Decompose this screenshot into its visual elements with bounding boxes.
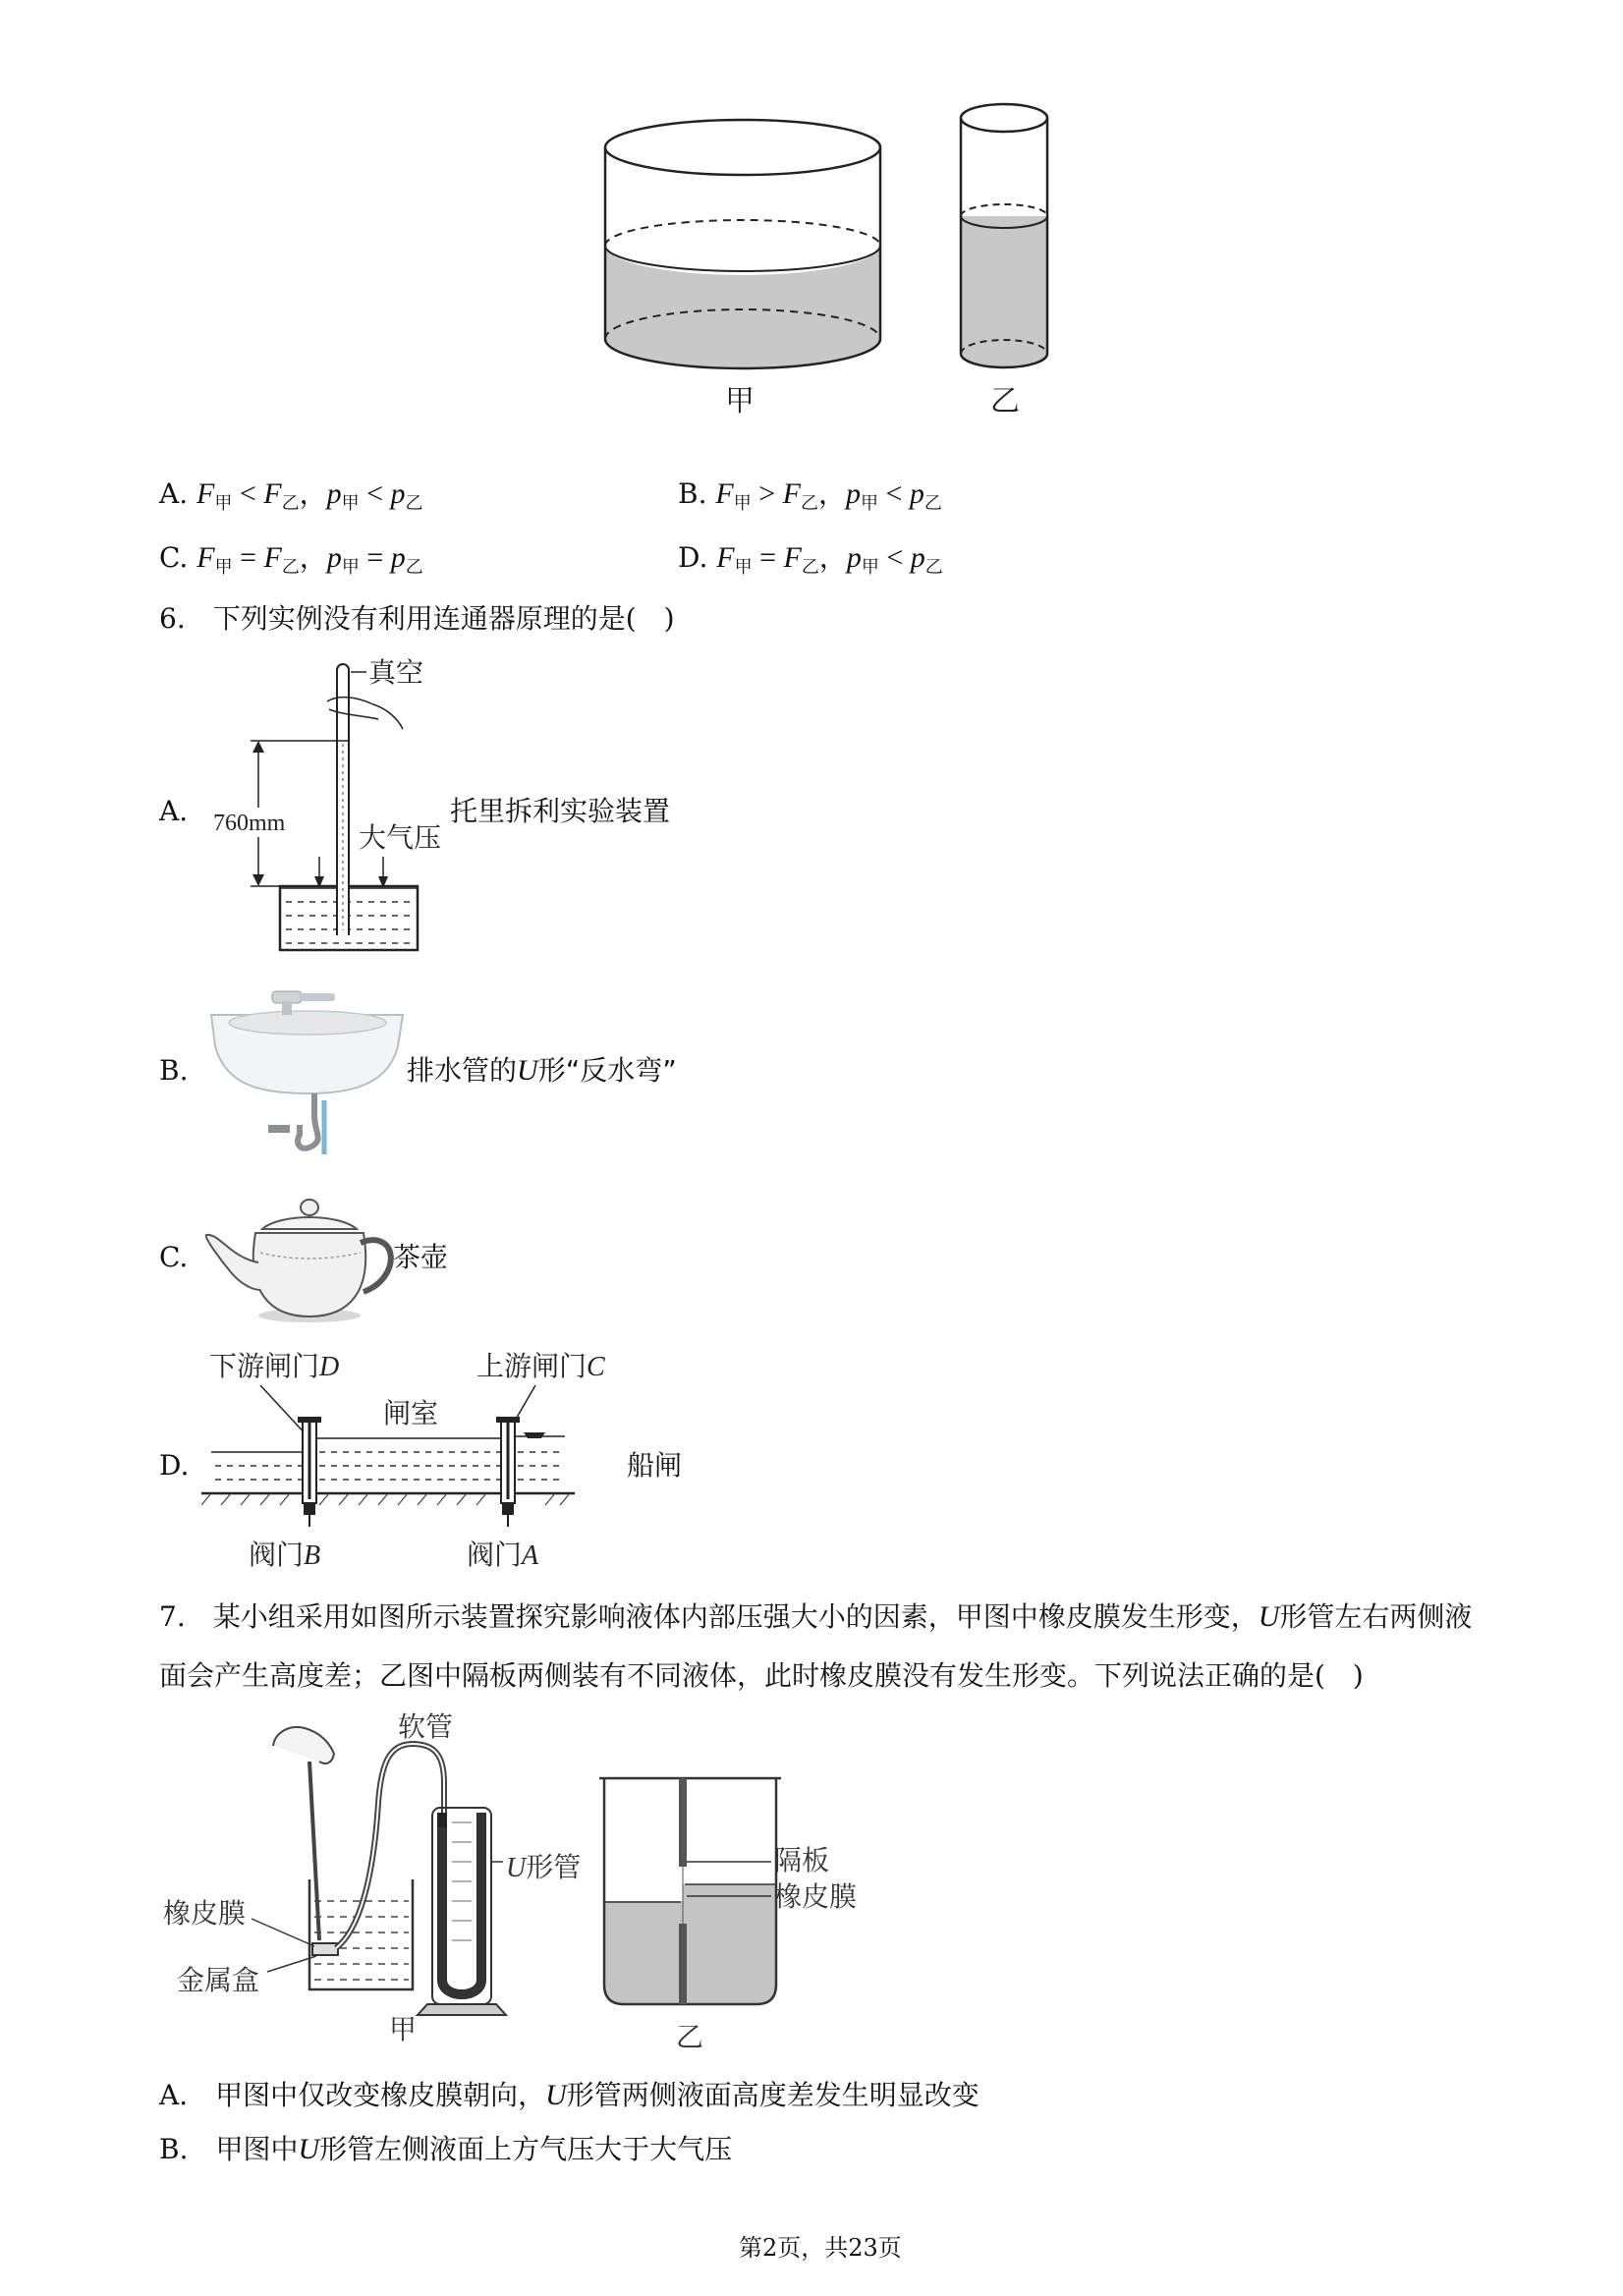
q7-stem-u: U bbox=[1258, 1600, 1280, 1633]
partition-label: 隔板 bbox=[774, 1844, 830, 1876]
q5-F-jia: $F_甲$ bbox=[715, 477, 752, 513]
valve-a-label: 阀门A bbox=[467, 1539, 539, 1571]
q7-stem-line1 bbox=[159, 1599, 1472, 1635]
upper-gate-label: 上游闸门C bbox=[476, 1350, 605, 1382]
q6-option-c-letter: C. bbox=[159, 1241, 189, 1273]
q5-p-jia: $p_甲$ bbox=[846, 541, 879, 577]
q7-option-a bbox=[159, 2078, 979, 2113]
soft-tube-label: 软管 bbox=[398, 1710, 454, 1743]
metal-box-label: 金属盒 bbox=[177, 1964, 260, 1996]
q5-comma: ， bbox=[299, 477, 327, 510]
torricelli-figure bbox=[201, 650, 467, 955]
q6-b-caption-u: U bbox=[517, 1054, 538, 1087]
q5-p-jia: $p_甲$ bbox=[845, 477, 878, 513]
q7-a-pre: A. 甲图中仅改变橡皮膜朝向， bbox=[159, 2079, 546, 2111]
q7-figure-yi bbox=[589, 1768, 914, 2053]
q5-containers-figure bbox=[589, 98, 1081, 432]
q5-p-jia: $p_甲$ bbox=[326, 477, 360, 513]
q5-f-relation: > bbox=[758, 477, 776, 510]
q6-stem: 6. 下列实例没有利用连通器原理的是( ) bbox=[159, 602, 675, 635]
label-jia: 甲 bbox=[725, 384, 755, 419]
q5-p-yi: $p_乙$ bbox=[390, 541, 423, 577]
q5-comma: ， bbox=[817, 477, 846, 510]
q6-option-b-caption bbox=[407, 1049, 677, 1089]
air-pressure-label: 大气压 bbox=[359, 821, 442, 854]
q5-option-a bbox=[159, 476, 423, 521]
q7-a-u: U bbox=[545, 2079, 567, 2111]
q5-option-letter: B. bbox=[678, 477, 707, 510]
q7-stem-part1: 7. 某小组采用如图所示装置探究影响液体内部压强大小的因素，甲图中橡皮膜发生形变， bbox=[159, 1600, 1259, 1633]
q7-a-post: 形管两侧液面高度差发生明显改变 bbox=[566, 2079, 979, 2111]
q7-b-post: 形管左侧液面上方气压大于大气压 bbox=[319, 2133, 733, 2165]
q5-option-d bbox=[678, 540, 943, 585]
q6-option-d-caption: 船闸 bbox=[627, 1449, 683, 1482]
q6-option-b-letter: B. bbox=[159, 1054, 189, 1087]
q5-option-c bbox=[159, 540, 423, 585]
q5-f-relation: < bbox=[239, 477, 256, 510]
figure-yi-label: 乙 bbox=[676, 2021, 704, 2053]
height-label: 760mm bbox=[213, 811, 286, 836]
q5-p-yi: $p_乙$ bbox=[909, 477, 942, 513]
container-yi bbox=[961, 104, 1047, 367]
q5-comma: ， bbox=[818, 541, 847, 574]
vacuum-label: 真空 bbox=[368, 656, 424, 689]
chamber-label: 闸室 bbox=[383, 1397, 439, 1429]
teapot-figure bbox=[201, 1174, 398, 1326]
q5-option-letter: C. bbox=[159, 541, 189, 574]
q5-p-relation: < bbox=[885, 477, 903, 510]
q5-option-letter: D. bbox=[678, 541, 708, 574]
q5-p-relation: < bbox=[366, 477, 384, 510]
q7-b-u: U bbox=[298, 2133, 320, 2165]
q6-option-a-caption: 托里拆利实验装置 bbox=[450, 795, 671, 827]
q7-option-b bbox=[159, 2132, 732, 2167]
q5-F-jia: $F_甲$ bbox=[716, 541, 753, 577]
q5-p-relation: = bbox=[366, 541, 384, 574]
q5-option-letter: A. bbox=[159, 477, 189, 510]
label-yi: 乙 bbox=[990, 384, 1020, 419]
q5-f-relation: = bbox=[240, 541, 256, 574]
q5-p-relation: < bbox=[886, 541, 904, 574]
valve-b-label: 阀门B bbox=[249, 1539, 321, 1571]
lower-gate-label: 下游闸门D bbox=[209, 1350, 340, 1382]
q5-option-b bbox=[678, 476, 942, 521]
u-tube-label: U形管 bbox=[506, 1851, 582, 1883]
sink-figure bbox=[201, 978, 413, 1154]
q5-F-yi: $F_乙$ bbox=[782, 477, 818, 513]
q6-b-caption-pre: 排水管的 bbox=[407, 1054, 518, 1087]
q5-F-jia: $F_甲$ bbox=[196, 477, 233, 513]
q5-F-yi: $F_乙$ bbox=[783, 541, 819, 577]
q5-comma: ， bbox=[299, 541, 327, 574]
q6-option-a-letter: A. bbox=[159, 795, 189, 827]
q7-stem-part2: 形管左右两侧液 bbox=[1279, 1600, 1473, 1633]
container-jia bbox=[605, 120, 880, 368]
q6-option-c-caption: 茶壶 bbox=[393, 1241, 449, 1273]
q5-F-yi: $F_乙$ bbox=[263, 477, 300, 513]
q7-figure-jia bbox=[157, 1705, 589, 2044]
ship-lock-figure bbox=[201, 1346, 634, 1572]
q5-f-relation: = bbox=[759, 541, 777, 574]
q6-option-d-letter: D. bbox=[159, 1449, 190, 1482]
q6-b-caption-post: 形“反水弯” bbox=[537, 1054, 677, 1087]
q5-F-jia: $F_甲$ bbox=[196, 541, 233, 577]
q7-b-pre: B. 甲图中 bbox=[159, 2133, 299, 2165]
membrane2-label: 橡皮膜 bbox=[774, 1880, 858, 1913]
membrane-label: 橡皮膜 bbox=[163, 1897, 247, 1930]
q5-p-jia: $p_甲$ bbox=[326, 541, 360, 577]
figure-jia-label: 甲 bbox=[389, 2013, 418, 2044]
q5-p-yi: $p_乙$ bbox=[390, 477, 423, 513]
page-footer: 第2页，共23页 bbox=[739, 2234, 902, 2262]
q5-p-yi: $p_乙$ bbox=[910, 541, 943, 577]
q7-stem-line2: 面会产生高度差；乙图中隔板两侧装有不同液体，此时橡皮膜没有发生形变。下列说法正确的是( ) bbox=[159, 1659, 1364, 1692]
q5-F-yi: $F_乙$ bbox=[263, 541, 300, 577]
